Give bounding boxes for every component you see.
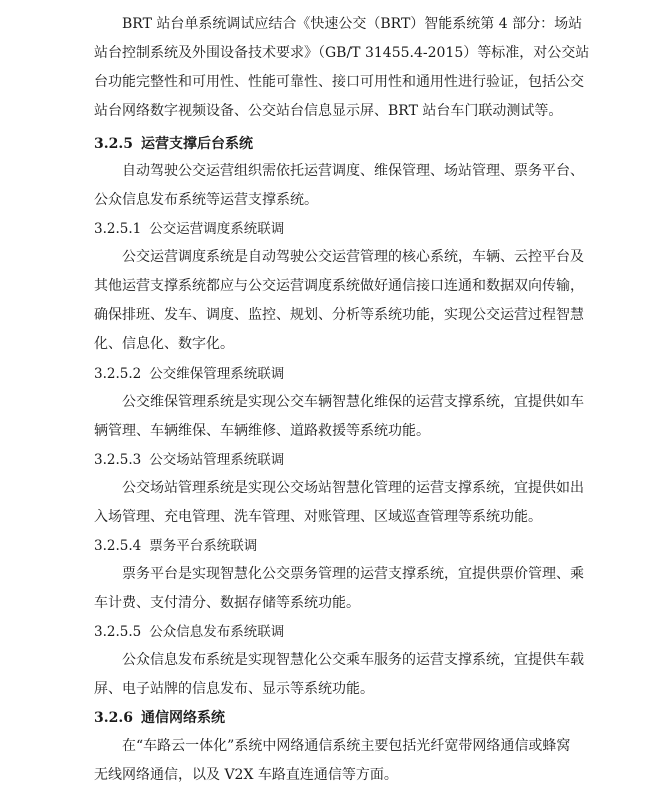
section-heading-3-2-5-1	[94, 219, 284, 239]
paragraph-network-system	[94, 732, 574, 790]
section-number: 3.2.5.2	[94, 366, 142, 382]
paragraph-info-release	[94, 646, 584, 704]
text-line: 入场管理、充电管理、洗车管理、对账管理、区域巡查管理等系统功能。	[94, 509, 542, 525]
text-line: 公众信息发布系统等运营支撑系统。	[94, 192, 318, 208]
section-heading-3-2-5-2	[94, 364, 284, 384]
text-line: 确保排班、发车、调度、监控、规划、分析等系统功能，实现公交运营过程智慧	[94, 307, 584, 323]
paragraph-dispatch-system	[94, 243, 584, 359]
text-line: 屏、电子站牌的信息发布、显示等系统功能。	[94, 681, 374, 697]
text-line: 车计费、支付清分、数据存储等系统功能。	[94, 595, 360, 611]
section-heading-3-2-5	[94, 134, 253, 154]
section-heading-3-2-5-5	[94, 622, 284, 642]
section-title: 通信网络系统	[140, 710, 225, 726]
text-line: 台功能完整性和可用性、性能可靠性、接口可用性和通用性进行验证，包括公交	[94, 74, 584, 90]
section-title: 公交场站管理系统联调	[149, 452, 285, 468]
text-line: 自动驾驶公交运营组织需依托运营调度、维保管理、场站管理、票务平台、	[122, 163, 584, 179]
text-line: 辆管理、车辆维保、车辆维修、道路救援等系统功能。	[94, 423, 430, 439]
paragraph-brt-station-testing	[94, 10, 590, 126]
text-line: 票务平台是实现智慧化公交票务管理的运营支撑系统，宜提供票价管理、乘	[122, 566, 584, 582]
section-number: 3.2.5.5	[94, 624, 142, 640]
paragraph-depot-system	[94, 474, 584, 532]
text-line: 站台网络数字视频设备、公交站台信息显示屏、BRT 站台车门联动测试等。	[94, 103, 563, 119]
section-title: 票务平台系统联调	[149, 538, 258, 554]
section-heading-3-2-5-3	[94, 450, 284, 470]
section-number: 3.2.5.4	[94, 538, 142, 554]
text-line: 化、信息化、数字化。	[94, 336, 234, 352]
text-line: 公交运营调度系统是自动驾驶公交运营管理的核心系统，车辆、云控平台及	[122, 249, 584, 265]
text-line: 公交场站管理系统是实现公交场站智慧化管理的运营支撑系统，宜提供如出	[122, 480, 584, 496]
section-title: 公众信息发布系统联调	[149, 624, 285, 640]
text-line: 在“车路云一体化”系统中网络通信系统主要包括光纤宽带网络通信或蜂窝	[122, 738, 571, 754]
text-line: BRT 站台单系统调试应结合《快速公交（BRT）智能系统第 4 部分：场站	[122, 16, 583, 32]
text-line: 站台控制系统及外围设备技术要求》（GB/T 31455.4-2015）等标准，对公交站	[94, 45, 590, 61]
text-line: 公交维保管理系统是实现公交车辆智慧化维保的运营支撑系统，宜提供如车	[122, 394, 584, 410]
section-number: 3.2.5	[94, 136, 133, 152]
section-number: 3.2.5.1	[94, 221, 142, 237]
paragraph-ticketing-platform	[94, 560, 584, 618]
text-line: 无线网络通信，以及 V2X 车路直连通信等方面。	[94, 767, 398, 783]
text-line: 公众信息发布系统是实现智慧化公交乘车服务的运营支撑系统，宜提供车载	[122, 652, 584, 668]
section-heading-3-2-5-4	[94, 536, 257, 556]
paragraph-maintenance-system	[94, 388, 584, 446]
section-title: 公交运营调度系统联调	[149, 221, 285, 237]
paragraph-operation-support	[94, 157, 584, 215]
section-title: 公交维保管理系统联调	[149, 366, 285, 382]
section-title: 运营支撑后台系统	[140, 136, 253, 152]
section-number: 3.2.6	[94, 710, 133, 726]
text-line: 其他运营支撑系统都应与公交运营调度系统做好通信接口连通和数据双向传输，	[94, 278, 584, 294]
section-number: 3.2.5.3	[94, 452, 142, 468]
section-heading-3-2-6	[94, 708, 225, 728]
